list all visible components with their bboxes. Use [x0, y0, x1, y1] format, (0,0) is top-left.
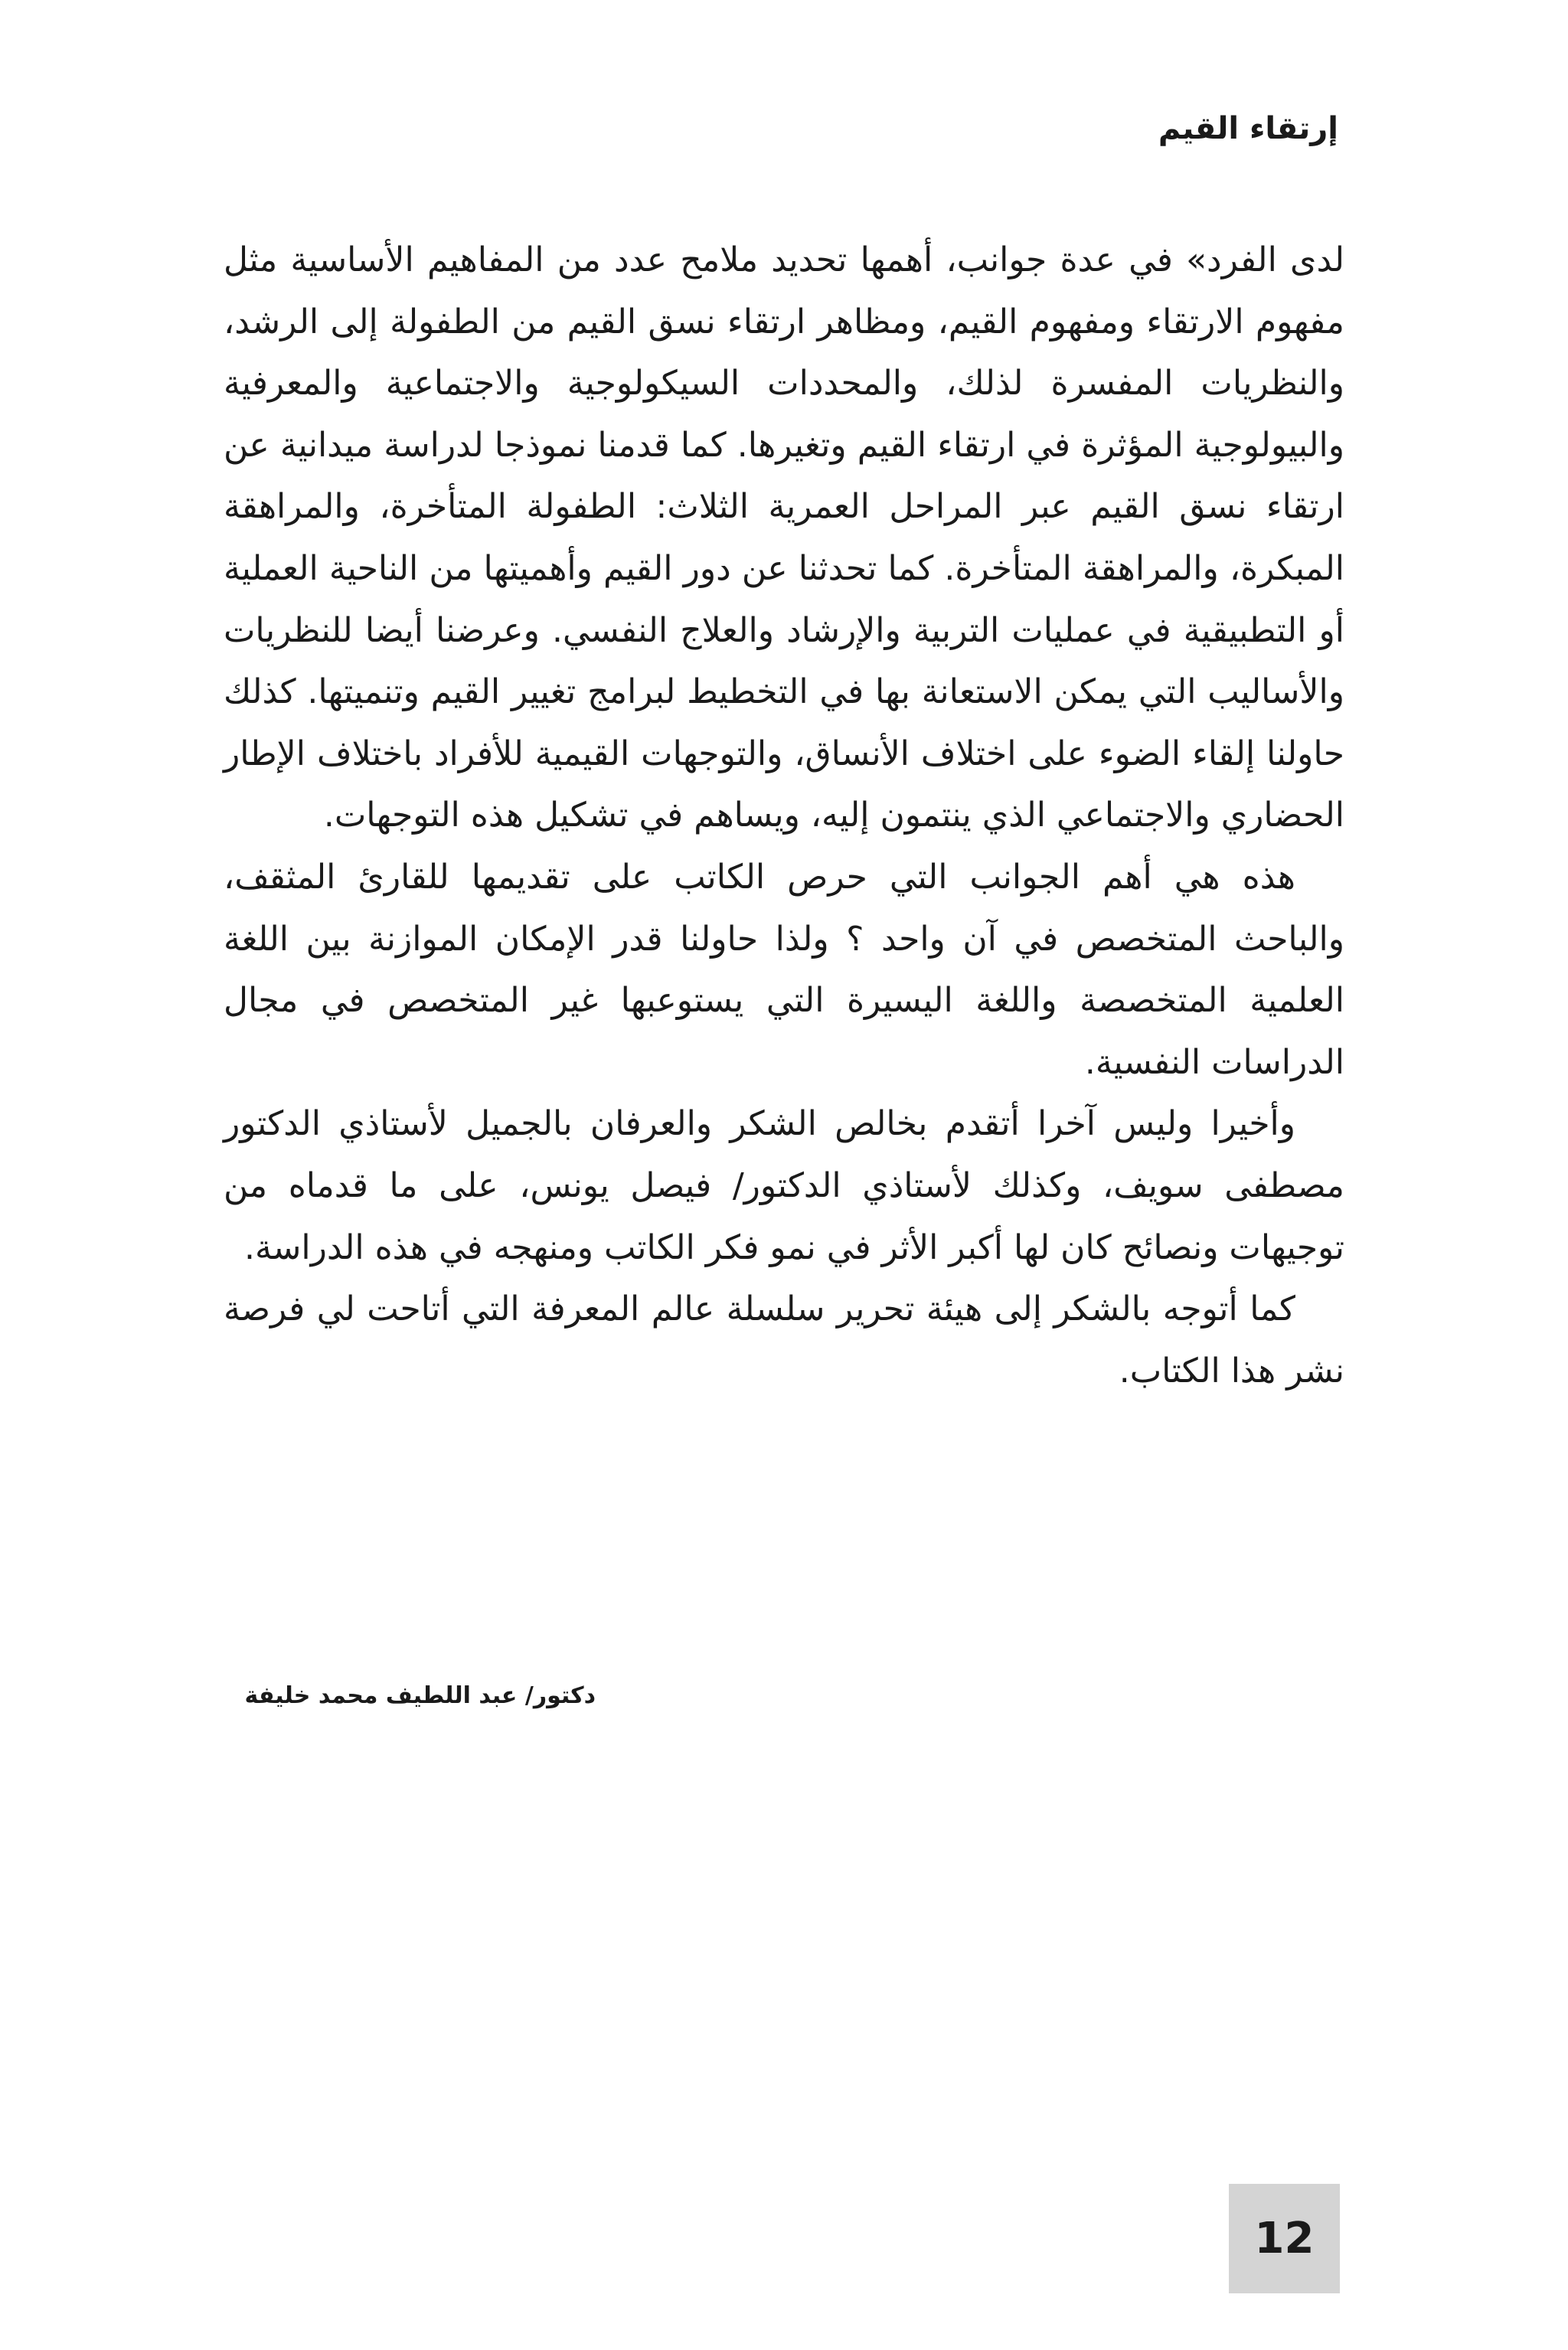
paragraph-1: لدى الفرد» في عدة جوانب، أهمها تحديد ملامح عدد من المفاهيم الأساسية مثل مفهوم الارتقاء ومفهوم القيم، ومظاهر ارتقاء نسق القيم من الطفولة إلى الرشد، والنظريات المفسرة لذلك، والمحددات السيكولوجية والاجتماعية والمعرفية والبيولوجية المؤثرة في ارتقاء القيم وتغيرها. كما قدمنا نموذجا لدراسة ميدانية عن ارتقاء نسق القيم عبر المراحل العمرية الثلاث: الطفولة المتأخرة، والمراهقة المبكرة، والمراهقة المتأخرة. كما تحدثنا عن دور القيم وأهميتها من الناحية العملية أو التطبيقية في عمليات التربية والإرشاد والعلاج النفسي. وعرضنا أيضا للنظريات والأساليب التي يمكن الاستعانة بها في التخطيط لبرامج تغيير القيم وتنميتها. كذلك حاولنا إلقاء الضوء على اختلاف الأنساق، والتوجهات القيمية للأفراد باختلاف الإطار الحضاري والاجتماعي الذي ينتمون إليه، ويساهم في تشكيل هذه التوجهات. — [224, 240, 1344, 835]
paragraph-3: وأخيرا وليس آخرا أتقدم بخالص الشكر والعرفان بالجميل لأستاذي الدكتور مصطفى سويف، وكذلك لأستاذي الدكتور/ فيصل يونس، على ما قدماه من توجيهات ونصائح كان لها أكبر الأثر في نمو فكر الكاتب ومنهجه في هذه الدراسة. — [224, 1104, 1344, 1267]
paragraph-4: كما أتوجه بالشكر إلى هيئة تحرير سلسلة عالم المعرفة التي أتاحت لي فرصة نشر هذا الكتاب. — [224, 1289, 1344, 1391]
author-signature: دكتور/ عبد اللطيف محمد خليفة — [244, 1682, 596, 1709]
running-header-title: إرتقاء القيم — [1158, 111, 1338, 146]
page-number-box — [1229, 2184, 1340, 2293]
page-number: 12 — [1254, 2213, 1315, 2263]
body-text — [224, 230, 1344, 1402]
paragraph-2: هذه هي أهم الجوانب التي حرص الكاتب على تقديمها للقارئ المثقف، والباحث المتخصص في آن واحد ؟ ولذا حاولنا قدر الإمكان الموازنة بين اللغة العلمية المتخصصة واللغة اليسيرة التي يستوعبها غير المتخصص في مجال الدراسات النفسية. — [224, 857, 1344, 1082]
